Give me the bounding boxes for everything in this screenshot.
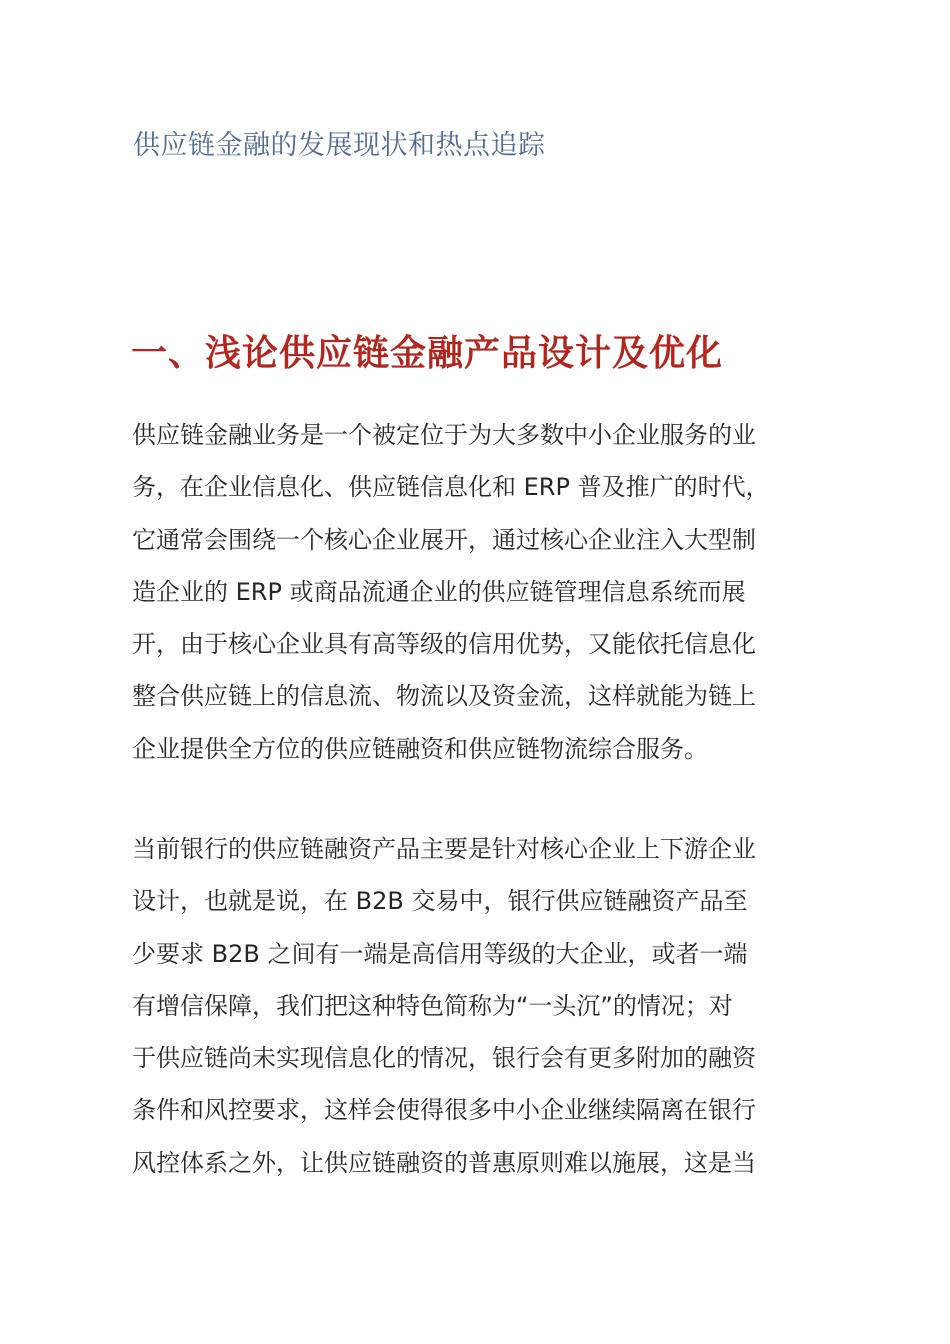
paragraph-2	[132, 823, 832, 1189]
paragraph-line: 企业提供全方位的供应链融资和供应链物流综合服务。	[132, 734, 708, 763]
document-title: 供应链金融的发展现状和热点追踪	[133, 130, 546, 161]
paragraph-line: 条件和风控要求，这样会使得很多中小企业继续隔离在银行	[132, 1096, 756, 1125]
paragraph-line: 设计，也就是说，在 B2B 交易中，银行供应链融资产品至	[132, 887, 748, 916]
paragraph-1	[132, 409, 832, 775]
paragraph-line: 开，由于核心企业具有高等级的信用优势，又能依托信息化	[132, 630, 756, 659]
paragraph-line: 它通常会围绕一个核心企业展开，通过核心企业注入大型制	[132, 525, 756, 554]
paragraph-line: 当前银行的供应链融资产品主要是针对核心企业上下游企业	[132, 835, 756, 863]
paragraph-line: 供应链金融业务是一个被定位于为大多数中小企业服务的业	[132, 421, 756, 449]
paragraph-line: 造企业的 ERP 或商品流通企业的供应链管理信息系统而展	[132, 577, 746, 606]
paragraph-line: 有增信保障，我们把这种特色简称为“一头沉”的情况；对	[132, 991, 733, 1020]
paragraph-line: 少要求 B2B 之间有一端是高信用等级的大企业，或者一端	[132, 939, 748, 968]
section-heading: 一、浅论供应链金融产品设计及优化	[131, 333, 724, 374]
paragraph-line: 于供应链尚未实现信息化的情况，银行会有更多附加的融资	[132, 1044, 756, 1073]
paragraph-line: 整合供应链上的信息流、物流以及资金流，这样就能为链上	[132, 682, 756, 711]
paragraph-line: 风控体系之外，让供应链融资的普惠原则难以施展，这是当	[132, 1148, 756, 1177]
paragraph-line: 务，在企业信息化、供应链信息化和 ERP 普及推广的时代，	[132, 473, 770, 502]
